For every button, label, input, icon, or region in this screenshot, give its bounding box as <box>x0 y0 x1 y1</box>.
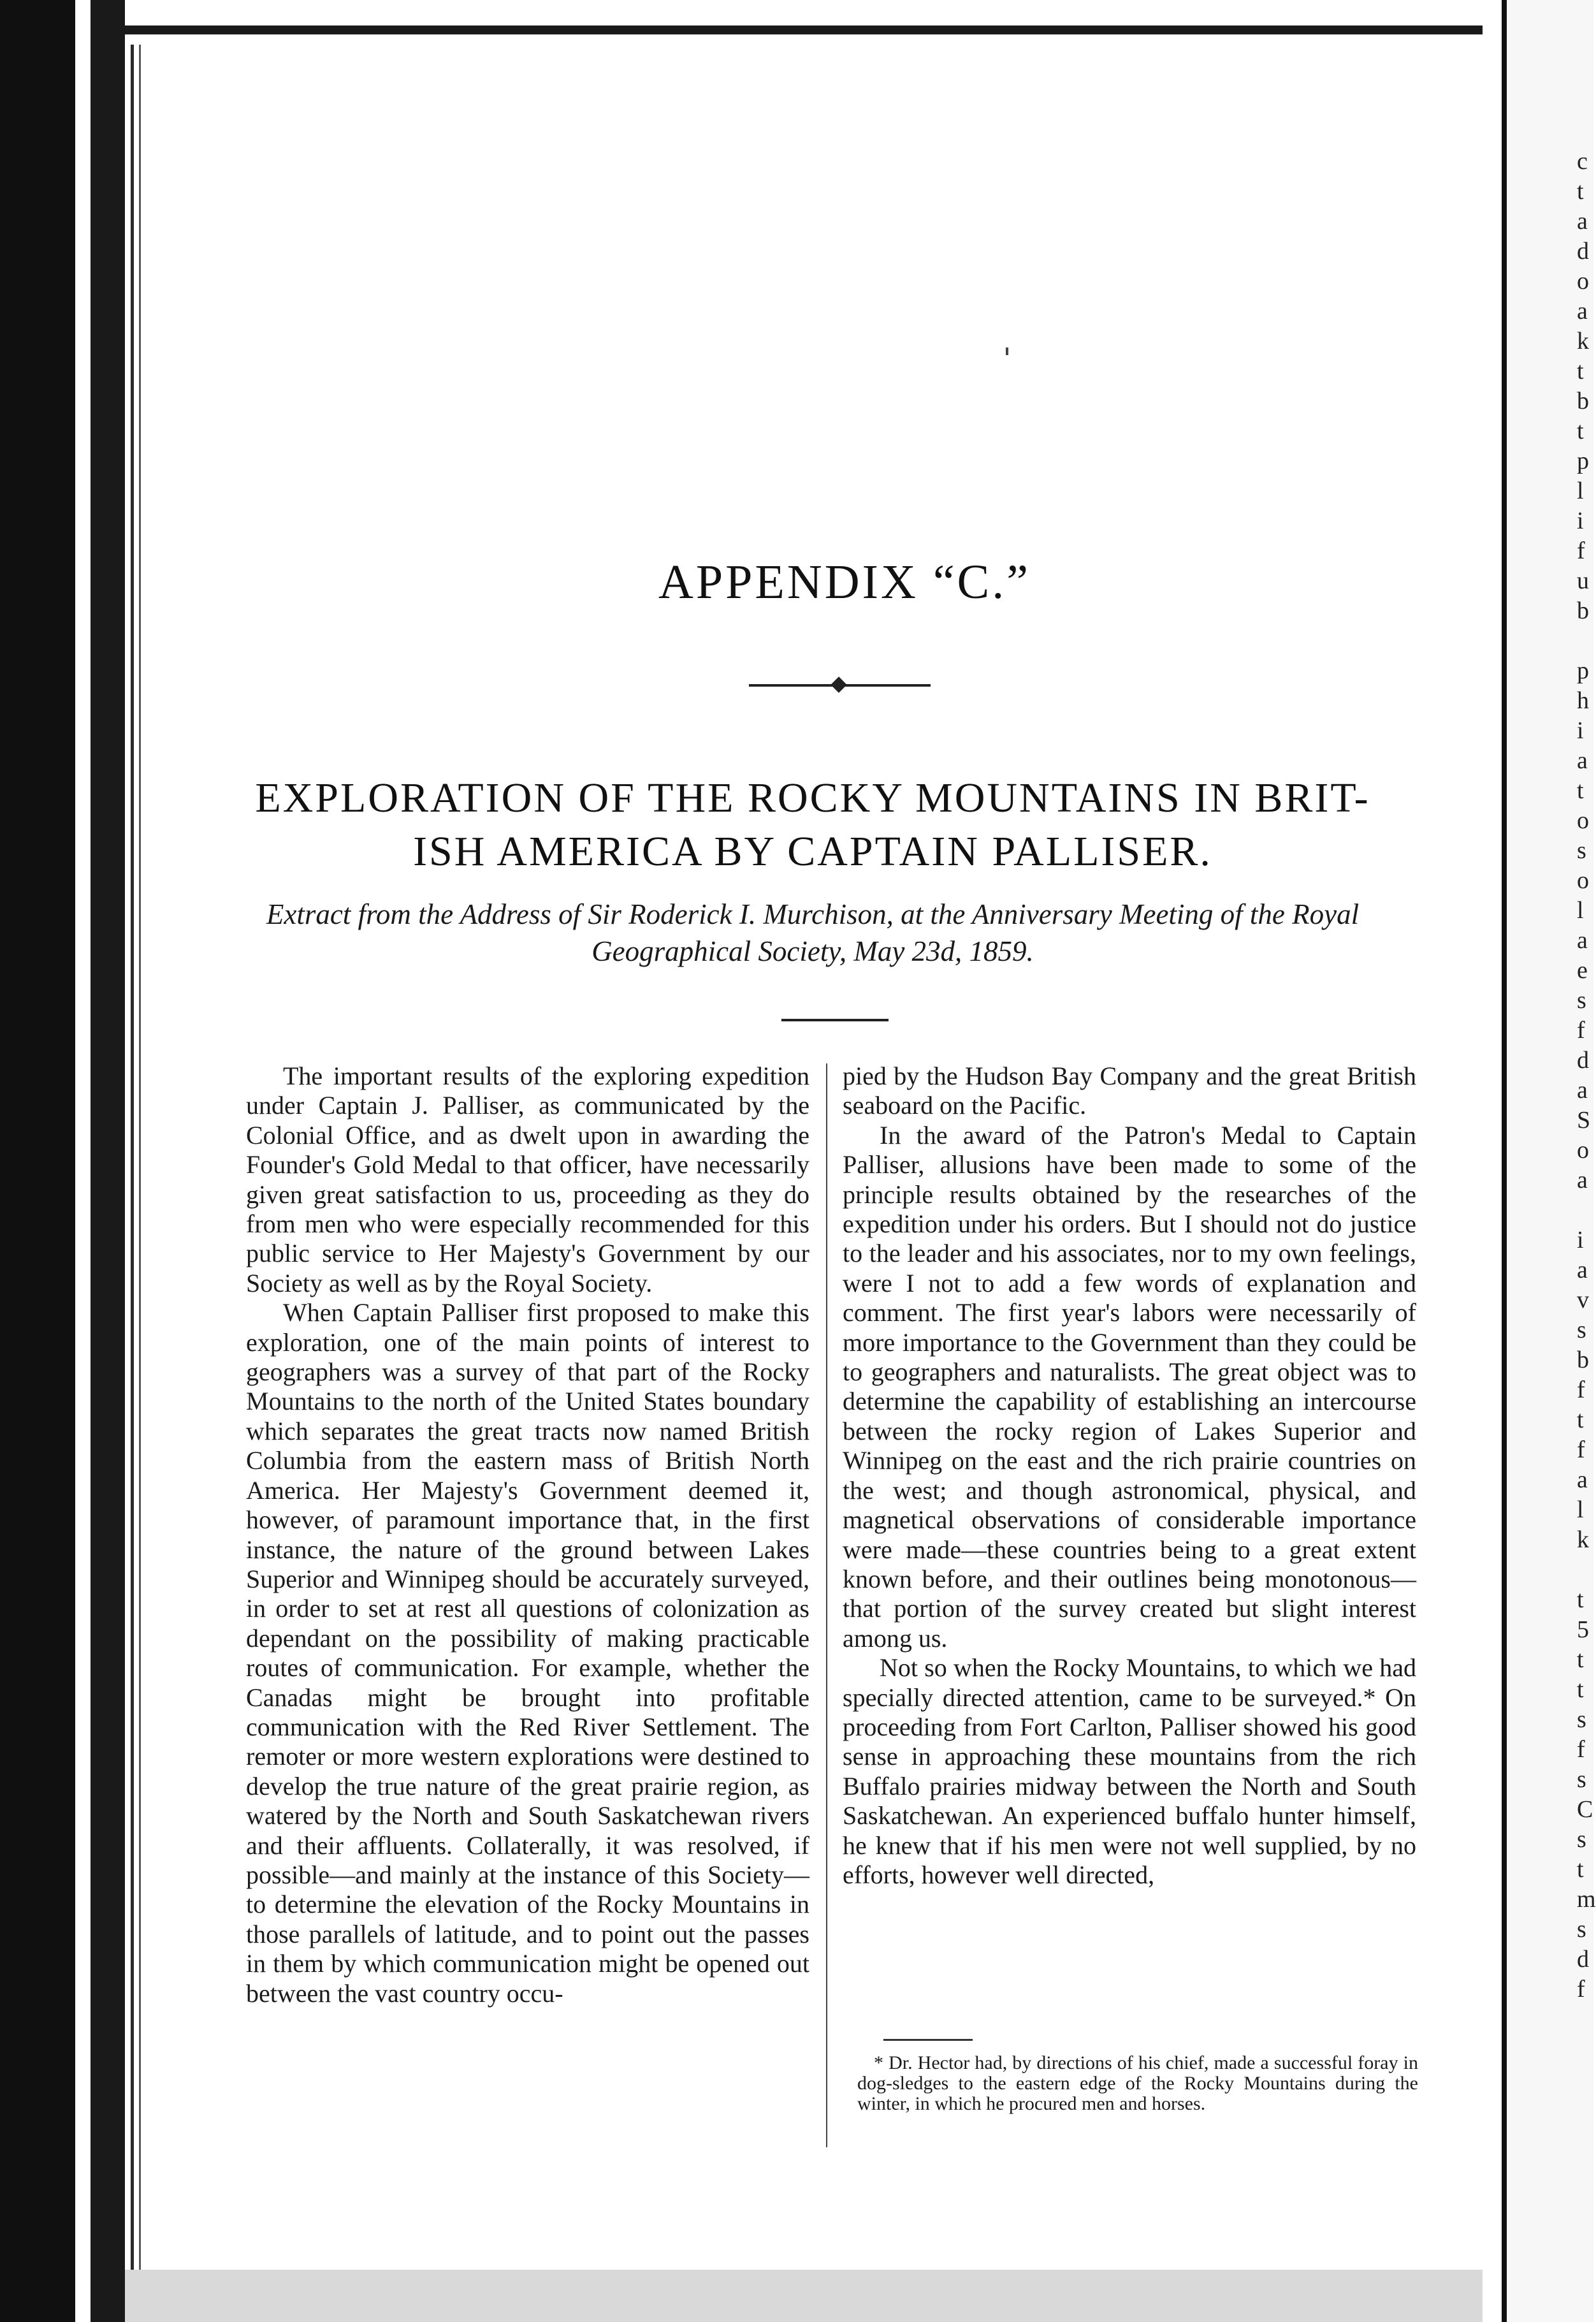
adjacent-letter: a <box>1577 208 1588 235</box>
adjacent-letter: a <box>1577 1167 1588 1194</box>
footnote: * Dr. Hector had, by directions of his chief, made a successful foray in dog-sledges to the eastern edge of the Rocky Mountains during the winter, in which he procured men and horses. <box>857 2052 1418 2114</box>
footnote-rule <box>883 2039 973 2041</box>
adjacent-letter: u <box>1577 567 1589 594</box>
adjacent-letter <box>1577 1555 1593 1585</box>
adjacent-letter: a <box>1577 927 1588 954</box>
adjacent-letter: v <box>1577 1287 1589 1313</box>
adjacent-letter: t <box>1577 777 1584 804</box>
paragraph-continued: pied by the Hudson Bay Company and the great British seaboard on the Pacific. <box>843 1062 1416 1120</box>
adjacent-letter: k <box>1577 328 1589 354</box>
book-spine-edge <box>0 0 75 2322</box>
adjacent-letter: S <box>1577 1107 1591 1134</box>
article-title-line-1: EXPLORATION OF THE ROCKY MOUNTAINS IN BRIT- <box>255 775 1370 821</box>
adjacent-letter: i <box>1577 507 1584 534</box>
adjacent-letter: d <box>1577 1047 1589 1074</box>
adjacent-letter: t <box>1577 418 1584 444</box>
adjacent-letter: C <box>1577 1796 1593 1823</box>
adjacent-letter: l <box>1577 1496 1584 1523</box>
paragraph: The important results of the exploring expedition under Captain J. Palliser, as communicated by the Colonial Office, and as dwelt upon in awarding the Founder's Gold Medal to that officer, have necessarily given great satisfaction to us, proceeding as they do from men who were especially recommended for this public service to Her Majesty's Government by our Society as well as by the Royal Society. <box>246 1062 809 1297</box>
adjacent-letter: t <box>1577 1406 1584 1433</box>
adjacent-letter: t <box>1577 178 1584 205</box>
adjacent-letter: m <box>1577 1886 1596 1913</box>
adjacent-page-divider <box>1502 0 1507 2322</box>
adjacent-letter <box>1577 626 1593 656</box>
adjacent-letter: d <box>1577 238 1589 265</box>
adjacent-letter: s <box>1577 1916 1586 1943</box>
adjacent-letter: s <box>1577 987 1586 1014</box>
adjacent-letter: t <box>1577 1646 1584 1673</box>
adjacent-letter: s <box>1577 1317 1586 1343</box>
adjacent-letter: t <box>1577 1676 1584 1703</box>
adjacent-letter: a <box>1577 298 1588 325</box>
adjacent-letter: i <box>1577 1227 1584 1253</box>
article-subtitle <box>191 896 1434 970</box>
left-column <box>246 1062 809 2008</box>
section-rule <box>781 1019 889 1021</box>
adjacent-letter: f <box>1577 1436 1585 1463</box>
scan-top-border <box>125 26 1483 34</box>
adjacent-letter: c <box>1577 148 1588 175</box>
article-title-line-2: ISH AMERICA BY CAPTAIN PALLISER. <box>413 828 1212 875</box>
adjacent-letter: b <box>1577 388 1589 414</box>
adjacent-letter: o <box>1577 268 1589 295</box>
page-edge-line <box>131 45 134 2289</box>
adjacent-page-letters <box>1577 147 1596 2004</box>
printing-speck <box>1006 347 1008 355</box>
adjacent-letter: f <box>1577 537 1585 564</box>
adjacent-letter: i <box>1577 717 1584 744</box>
adjacent-letter: t <box>1577 1856 1584 1883</box>
adjacent-letter: s <box>1577 1766 1586 1793</box>
page-edge-line <box>139 45 141 2289</box>
adjacent-letter: p <box>1577 657 1589 684</box>
page-stack-edge <box>91 0 125 2322</box>
adjacent-letter: f <box>1577 1976 1585 2003</box>
adjacent-letter: b <box>1577 597 1589 624</box>
article-title <box>191 771 1434 879</box>
ornament-diamond <box>831 676 846 692</box>
adjacent-letter: s <box>1577 837 1586 864</box>
adjacent-letter: a <box>1577 1466 1588 1493</box>
adjacent-letter: t <box>1577 358 1584 384</box>
adjacent-letter: p <box>1577 448 1589 474</box>
adjacent-letter: h <box>1577 687 1589 714</box>
paragraph: When Captain Palliser first proposed to make this exploration, one of the main points of interest to geographers was a survey of that part of the Rocky Mountains to the north of the United States boundary which separates the great tracts now named British Columbia from the eastern mass of British North America. Her Majesty's Government deemed it, however, of paramount importance that, in the first instance, the nature of the ground between Lakes Superior and Winnipeg should be accurately surveyed, in order to set at rest all questions of colonization as dependant on the possibility of making practicable routes of communication. For example, whether the Canadas might be brought into profitable communication with the Red River Settlement. The remoter or more western explorations were destined to develop the true nature of the great prairie region, as watered by the North and South Saskatchewan rivers and their affluents. Collaterally, it was resolved, if possible—and mainly at the instance of this Society—to determine the elevation of the Rocky Mountains in those parallels of latitude, and to point out the passes in them by which communication might be opened out between the vast country occu- <box>246 1298 809 2008</box>
right-column <box>843 1062 1416 1890</box>
paragraph: In the award of the Patron's Medal to Captain Palliser, allusions have been made to some of the principle results obtained by the researches of the expedition under his orders. But I should not do justice to the leader and his associates, nor to my own feelings, were I not to add a few words of explanation and comment. The first year's labors were necessarily of more importance to the Government than they could be to geographers and naturalists. The great object was to determine the capability of establishing an intercourse between the rocky region of Lakes Superior and Winnipeg on the east and the rich prairie countries on the west; and though astronomical, physical, and magnetical observations of considerable importance were made—these countries being to a great extent known before, and their outlines being monotonous—that portion of the survey created but slight interest among us. <box>843 1120 1416 1653</box>
paragraph: Not so when the Rocky Mountains, to which we had specially directed attention, came to be surveyed.* On proceeding from Fort Carlton, Palliser showed his good sense in approaching these mountains from the rich Buffalo prairies midway between the North and South Saskatchewan. An experienced buffalo hunter himself, he knew that if his men were not well supplied, by no efforts, however well directed, <box>843 1653 1416 1889</box>
adjacent-letter: s <box>1577 1826 1586 1853</box>
appendix-title: APPENDIX “C.” <box>658 555 1031 609</box>
adjacent-letter: l <box>1577 897 1584 924</box>
adjacent-letter: o <box>1577 807 1589 834</box>
book-edge-gap <box>75 0 91 2322</box>
adjacent-letter <box>1577 1195 1593 1225</box>
adjacent-letter: k <box>1577 1526 1589 1553</box>
adjacent-letter: a <box>1577 747 1588 774</box>
adjacent-letter: l <box>1577 478 1584 504</box>
scan-bottom-shade <box>125 2270 1483 2322</box>
adjacent-letter: o <box>1577 1137 1589 1164</box>
adjacent-letter: d <box>1577 1946 1589 1973</box>
adjacent-letter: s <box>1577 1706 1586 1733</box>
adjacent-letter: 5 <box>1577 1616 1589 1643</box>
adjacent-letter: a <box>1577 1077 1588 1104</box>
adjacent-letter: t <box>1577 1586 1584 1613</box>
adjacent-letter: f <box>1577 1376 1585 1403</box>
subtitle-line-1: Extract from the Address of Sir Roderick I. Murchison, at the Anniversary Meeting of the Royal <box>266 898 1360 930</box>
adjacent-letter: f <box>1577 1736 1585 1763</box>
adjacent-letter: a <box>1577 1257 1588 1283</box>
subtitle-line-2: Geographical Society, May 23d, 1859. <box>591 935 1034 967</box>
adjacent-letter: o <box>1577 867 1589 894</box>
adjacent-letter: b <box>1577 1347 1589 1373</box>
adjacent-letter: e <box>1577 957 1588 984</box>
adjacent-letter: f <box>1577 1017 1585 1044</box>
column-divider <box>826 1063 827 2147</box>
